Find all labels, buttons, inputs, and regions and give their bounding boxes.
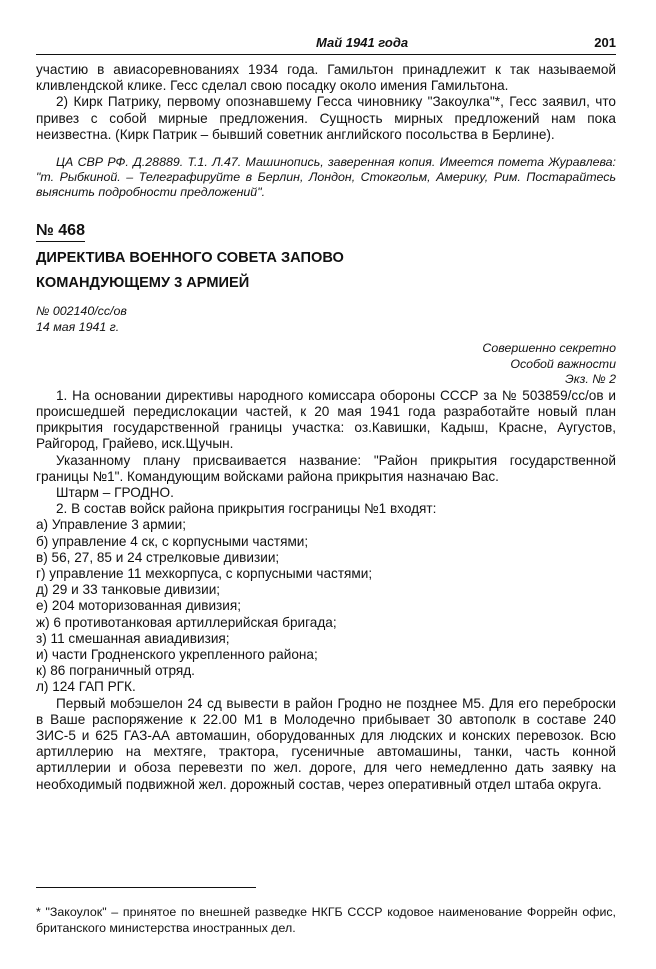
copy-number: Экз. № 2 [565,372,616,387]
list-item: к) 86 пограничный отряд. [36,663,195,679]
page-number: 201 [594,35,616,50]
running-title: Май 1941 года [316,35,409,50]
list-item: ж) 6 противотанковая артиллерийская бригада; [36,614,337,630]
document-number: № 468 [36,222,85,242]
directive-paragraph: 2. В состав войск района прикрытия госграницы №1 входят: [56,501,437,517]
document-title-line: ДИРЕКТИВА ВОЕННОГО СОВЕТА ЗАПОВО [36,249,344,266]
document-title-line: КОМАНДУЮЩЕМУ 3 АРМИЕЙ [36,274,250,291]
archive-note: ЦА СВР РФ. Д.28889. Т.1. Л.47. Машинопись, заверенная копия. Имеется помета Журавлева: "т. Рыбкиной. – Телеграфируйте в Берлин, Лондон, Стокгольм, Америку, Рим. Постарайтесь выяснить подробности предложений". [36,155,616,200]
directive-paragraph: Первый мобэшелон 24 сд вывести в район Гродно не позднее М5. Для его переброски в Ваше распоряжение к 22.00 М1 в Молодечно прибывает 30 автополк в составе 240 ЗИС-5 и 625 ГАЗ-АА автомашин, оборудованных для людских и конских перевозок. Всю артиллерию на мехтяге, трактора, гусеничные автомашины, танки, часть конной артиллерии и обоза перевезти по жел. дороге, для чего немедленно дать заявку на необходимый подвижной жел. дорожный состав, через оперативный отдел штаба округа. [36,695,616,792]
page-header [36,32,616,55]
prev-doc-paragraph: 2) Кирк Патрику, первому опознавшему Гесса чиновнику "Закоулка"*, Гесс заявил, что привез с собой мирные предложения. Сущность мирных предложений нам пока неизвестна. (Кирк Патрик – бывший советник английского посольства в Берлине). [36,94,616,142]
list-item: д) 29 и 33 танковые дивизии; [36,582,221,598]
classification-label: Особой важности [510,356,616,371]
headquarters-line: Штарм – ГРОДНО. [56,485,174,501]
directive-paragraph: 1. На основании директивы народного комиссара обороны СССР за № 503859/сс/ов и происшедшей передислокации частей, к 20 мая 1941 года разработайте новый план прикрытия государственной границы участка: оз.Кавишки, Кадыш, Красне, Аугустов, Райгород, Грайево, иск.Щучын. [36,387,616,452]
list-item: и) части Гродненского укрепленного района; [36,647,318,663]
prev-doc-paragraph: участию в авиасоревнованиях 1934 года. Гамильтон принадлежит к так называемой кливлендской клике. Гесс сделал свою посадку около имения Гамильтона. [36,62,616,94]
list-item: з) 11 смешанная авиадивизия; [36,630,230,646]
footnote-divider [36,887,256,888]
list-item: б) управление 4 ск, с корпусными частями; [36,533,309,549]
list-item: г) управление 11 мехкорпуса, с корпусными частями; [36,566,373,582]
reference-number: № 002140/сс/ов [36,304,127,319]
list-item: е) 204 моторизованная дивизия; [36,598,242,614]
footnote: * "Закоулок" – принятое по внешней разведке НКГБ СССР кодовое наименование Форрейн офис, британского министерства иностранных дел. [36,905,616,935]
document-date: 14 мая 1941 г. [36,319,120,334]
list-item: а) Управление 3 армии; [36,517,186,533]
list-item: л) 124 ГАП РГК. [36,679,136,695]
directive-paragraph: Указанному плану присваивается название: "Район прикрытия государственной границы №1". Командующим войсками района прикрытия назначаю Вас. [36,452,616,484]
page-body [36,62,616,793]
classification-label: Совершенно секретно [482,341,616,356]
list-item: в) 56, 27, 85 и 24 стрелковые дивизии; [36,549,280,565]
